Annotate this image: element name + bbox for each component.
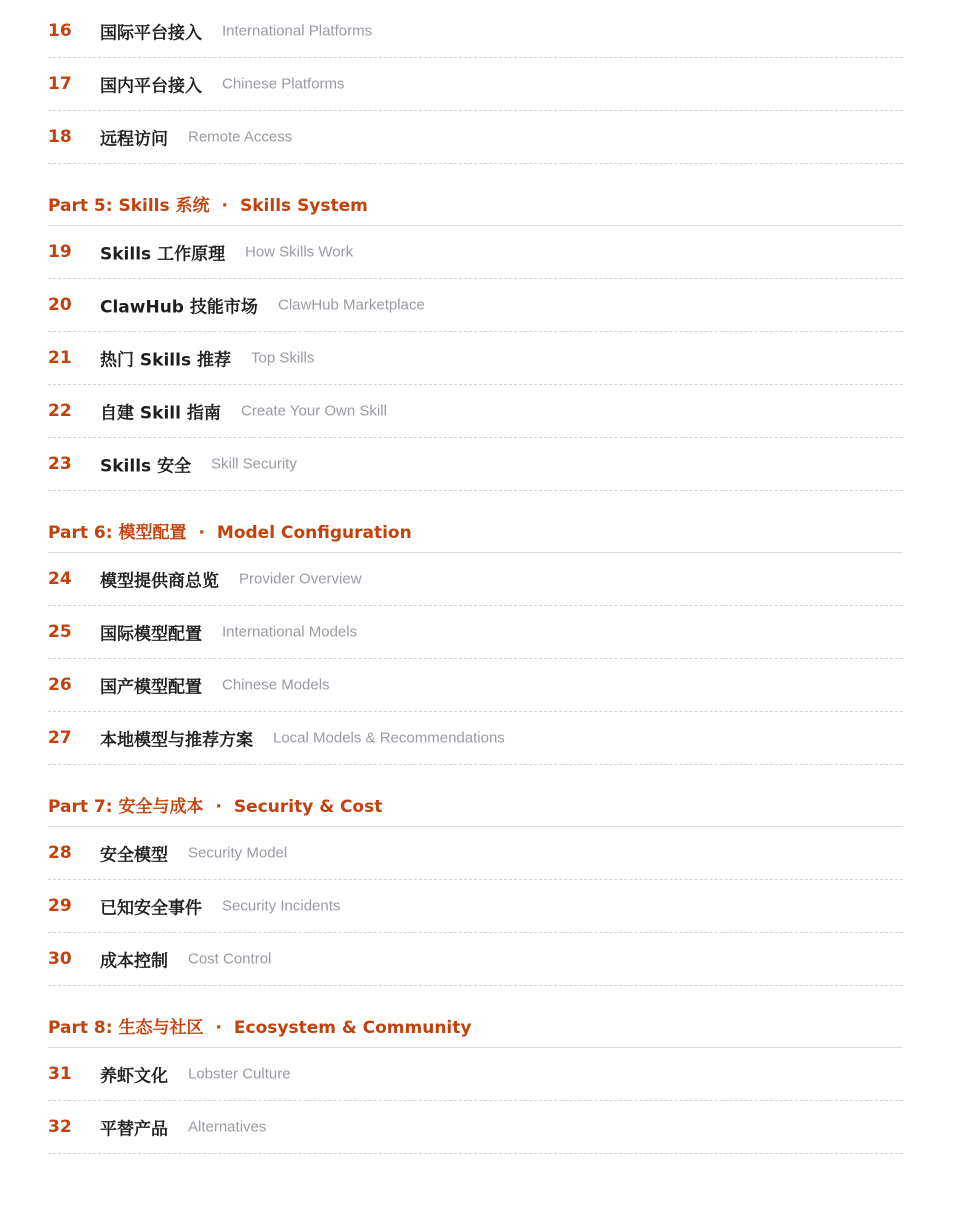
part-title-zh: Part 5: Skills 系统	[48, 196, 210, 216]
chapter-number: 31	[48, 1064, 72, 1084]
toc-entry[interactable]	[48, 111, 903, 164]
chapter-title-en: How Skills Work	[245, 243, 354, 261]
chapter-title-en: Create Your Own Skill	[241, 402, 387, 420]
chapter-number: 20	[48, 295, 72, 315]
chapter-title-zh: Skills 安全	[100, 456, 192, 477]
chapter-number: 18	[48, 127, 72, 147]
part-separator: ·	[215, 797, 222, 817]
chapter-title-en: International Models	[222, 623, 358, 641]
chapter-title-en: Top Skills	[251, 349, 315, 367]
part-title	[48, 191, 368, 216]
part-title-zh: Part 7: 安全与成本	[48, 797, 204, 817]
toc-entry[interactable]	[48, 933, 903, 986]
toc-entry[interactable]	[48, 553, 903, 606]
chapter-title-zh: 国产模型配置	[100, 677, 202, 698]
chapter-title-en: Security Model	[188, 844, 288, 862]
toc-entry[interactable]	[48, 226, 903, 279]
chapter-title-zh: 自建 Skill 指南	[100, 403, 221, 424]
toc-entry[interactable]	[48, 712, 903, 765]
toc-entry[interactable]	[48, 1101, 903, 1154]
toc-entry[interactable]	[48, 332, 903, 385]
chapter-title-zh: 本地模型与推荐方案	[100, 730, 253, 751]
chapter-title-zh: 热门 Skills 推荐	[100, 350, 231, 371]
part-title-en: Model Configuration	[216, 523, 412, 543]
part-separator: ·	[221, 196, 228, 216]
chapter-number: 19	[48, 242, 72, 262]
chapter-title-zh: 养虾文化	[100, 1066, 168, 1087]
part-title-en: Security & Cost	[233, 797, 383, 817]
part-separator: ·	[215, 1018, 222, 1038]
chapter-number: 16	[48, 21, 72, 41]
chapter-title-zh: 平替产品	[100, 1119, 168, 1140]
toc-entry[interactable]	[48, 58, 903, 111]
chapter-title-zh: 国际平台接入	[100, 23, 202, 44]
part-header	[48, 765, 903, 827]
table-of-contents	[48, 5, 903, 1154]
chapter-title-zh: 模型提供商总览	[100, 571, 219, 592]
chapter-number: 27	[48, 728, 72, 748]
chapter-title-zh: Skills 工作原理	[100, 244, 226, 265]
toc-entry[interactable]	[48, 1048, 903, 1101]
chapter-title-zh: 远程访问	[100, 129, 168, 150]
toc-entry[interactable]	[48, 279, 903, 332]
toc-entry[interactable]	[48, 385, 903, 438]
chapter-title-en: Chinese Models	[222, 676, 330, 694]
chapter-title-en: Cost Control	[188, 950, 272, 968]
part-header	[48, 986, 903, 1048]
part-header	[48, 491, 903, 553]
part-title-zh: Part 8: 生态与社区	[48, 1018, 204, 1038]
toc-entry[interactable]	[48, 659, 903, 712]
chapter-title-zh: 已知安全事件	[100, 898, 202, 919]
part-header	[48, 164, 903, 226]
chapter-title-en: Chinese Platforms	[222, 75, 345, 93]
chapter-title-zh: ClawHub 技能市场	[100, 297, 258, 318]
part-title-en: Ecosystem & Community	[233, 1018, 472, 1038]
chapter-number: 29	[48, 896, 72, 916]
part-separator: ·	[198, 523, 205, 543]
chapter-number: 21	[48, 348, 72, 368]
toc-entry[interactable]	[48, 880, 903, 933]
toc-entry[interactable]	[48, 438, 903, 491]
chapter-number: 17	[48, 74, 72, 94]
chapter-number: 23	[48, 454, 72, 474]
chapter-number: 26	[48, 675, 72, 695]
toc-entry[interactable]	[48, 606, 903, 659]
chapter-title-en: Provider Overview	[239, 570, 362, 588]
chapter-number: 25	[48, 622, 72, 642]
chapter-number: 24	[48, 569, 72, 589]
part-title	[48, 1013, 471, 1038]
chapter-title-zh: 国内平台接入	[100, 76, 202, 97]
chapter-title-en: Alternatives	[188, 1118, 267, 1136]
chapter-title-en: Security Incidents	[222, 897, 341, 915]
chapter-title-en: Local Models & Recommendations	[273, 729, 505, 747]
part-title-zh: Part 6: 模型配置	[48, 523, 187, 543]
chapter-title-zh: 国际模型配置	[100, 624, 202, 645]
chapter-number: 30	[48, 949, 72, 969]
chapter-title-zh: 成本控制	[100, 951, 168, 972]
toc-entry[interactable]	[48, 5, 903, 58]
chapter-number: 32	[48, 1117, 72, 1137]
chapter-number: 28	[48, 843, 72, 863]
chapter-title-en: Skill Security	[211, 455, 297, 473]
toc-entry[interactable]	[48, 827, 903, 880]
chapter-title-en: Lobster Culture	[188, 1065, 291, 1083]
part-title-en: Skills System	[240, 196, 368, 216]
chapter-number: 22	[48, 401, 72, 421]
part-title	[48, 518, 412, 543]
chapter-title-en: International Platforms	[222, 22, 373, 40]
chapter-title-en: ClawHub Marketplace	[278, 296, 425, 314]
chapter-title-zh: 安全模型	[100, 845, 168, 866]
chapter-title-en: Remote Access	[188, 128, 293, 146]
part-title	[48, 792, 382, 817]
